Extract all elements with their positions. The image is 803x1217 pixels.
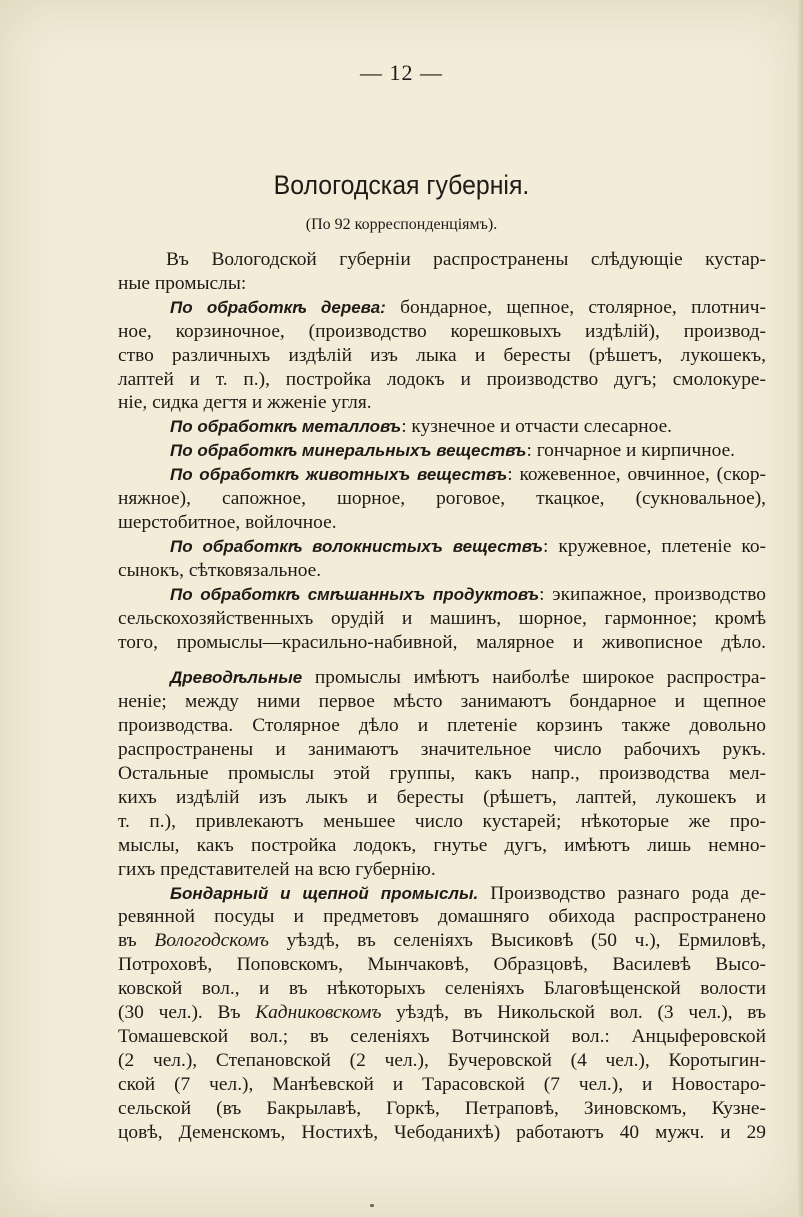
page-edge: [797, 0, 803, 1217]
text-line: (2 чел.), Степановской (2 чел.), Бучеровской (4 чел.), Коротыгин-: [118, 1049, 766, 1071]
ink-speck: [370, 1204, 374, 1207]
text-line: По обработкѣ волокнистыхъ веществъ: кружевное, плетеніе ко-: [170, 535, 766, 557]
text-line: мыслы, какъ постройка лодокъ, гнутье дугъ, имѣютъ лишь немно-: [118, 834, 766, 856]
text-line: того, промыслы—красильно-набивной, малярное и живописное дѣло.: [118, 631, 766, 653]
text-line: (30 чел.). Въ Кадниковскомъ уѣздѣ, въ Никольской вол. (3 чел.), въ: [118, 1002, 766, 1024]
section-heading-metal: По обработкѣ металловъ: [170, 417, 402, 437]
text-line: Потроховѣ, Поповскомъ, Мынчаковѣ, Образцовѣ, Василевѣ Высо-: [118, 954, 766, 976]
text-line: По обработкѣ минеральныхъ веществъ: гончарное и кирпичное.: [170, 440, 736, 462]
text-line: распространены и занимаютъ значительное число рабочихъ рукъ.: [118, 739, 766, 761]
text-line: сельской (въ Бакрылавѣ, Горкѣ, Петраповѣ, Зиновскомъ, Кузне-: [118, 1097, 766, 1119]
section-heading-mineral: По обработкѣ минеральныхъ веществъ: [170, 441, 527, 461]
text-line: сынокъ, сѣтковязальное.: [118, 559, 322, 581]
text-line: ство различныхъ издѣлій изъ лыка и бересты (рѣшетъ, лукошекъ,: [118, 344, 766, 366]
text-line: неніе; между ними первое мѣсто занимаютъ бондарное и щепное: [118, 691, 766, 713]
text-line: ніе, сидка дегтя и жженіе угля.: [118, 392, 372, 414]
text-line: кихъ издѣлій изъ лыкъ и бересты (рѣшетъ, лаптей, лукошекъ и: [118, 786, 766, 808]
text-line: шерстобитное, войлочное.: [118, 511, 337, 533]
text-line: Бондарный и щепной промыслы. Производство разнаго рода де-: [170, 882, 766, 904]
page-title: Вологодская губернія.: [273, 170, 530, 200]
text-line: По обработкѣ металловъ: кузнечное и отчасти слесарное.: [170, 416, 673, 438]
district-name: Вологодскомъ: [154, 930, 269, 952]
text-line: гихъ представителей на всю губернію.: [118, 858, 436, 880]
section-heading-animal: По обработкѣ животныхъ веществъ: [170, 465, 508, 485]
text-line: сельскохозяйственныхъ орудій и машинъ, шорное, гармонное; кромѣ: [118, 607, 766, 629]
section-heading-mixed: По обработкѣ смѣшанныхъ продуктовъ: [170, 584, 540, 604]
text-line: производства. Столярное дѣло и плетеніе корзинъ также довольно: [118, 715, 766, 737]
text-line: Остальные промыслы этой группы, какъ напр., производства мел-: [118, 763, 766, 785]
text-line: По обработкѣ дерева: бондарное, щепное, столярное, плотнич-: [170, 296, 766, 318]
text-line: Древодѣльные промыслы имѣютъ наиболѣе широкое распростра-: [170, 667, 766, 689]
text-line: ревянной посуды и предметовъ домашняго обихода распространено: [118, 906, 766, 928]
section-heading-cooperage: Бондарный и щепной промыслы.: [170, 883, 479, 903]
text-line: По обработкѣ смѣшанныхъ продуктовъ: экипажное, производство: [170, 583, 766, 605]
text-line: Въ Вологодской губерніи распространены слѣдующіе кустар-: [166, 249, 766, 270]
text-line: лаптей и т. п.), постройка лодокъ и производство дугъ; смолокуре-: [118, 368, 766, 390]
text-line: ковской вол., и въ нѣкоторыхъ селеніяхъ Благовѣщенской волости: [118, 978, 766, 1000]
text-line: въ Вологодскомъ уѣздѣ, въ селеніяхъ Высиковѣ (50 ч.), Ермиловѣ,: [118, 930, 766, 952]
text-line: няжное), сапожное, шорное, роговое, ткацкое, (сукновальное),: [118, 488, 766, 510]
text-line: цовѣ, Деменскомъ, Ностихѣ, Чебоданихѣ) работаютъ 40 мужч. и 29: [118, 1121, 766, 1143]
text-line: По обработкѣ животныхъ веществъ: кожевенное, овчинное, (скор-: [170, 464, 766, 486]
page-subtitle: (По 92 корреспонденціямъ).: [305, 216, 498, 233]
text-line: ской (7 чел.), Манѣевской и Тарасовской (7 чел.), и Новостаро-: [118, 1073, 766, 1095]
page-number: — 12 —: [360, 60, 443, 85]
text-line: т. п.), привлекаютъ меньшее число кустарей; нѣкоторые же про-: [118, 810, 766, 832]
section-heading-woodworking: Древодѣльные: [170, 668, 303, 688]
text-line: ное, корзиночное, (производство корешковыхъ издѣлій), производ-: [118, 320, 766, 342]
section-heading-wood: По обработкѣ дерева:: [170, 297, 386, 317]
section-heading-fiber: По обработкѣ волокнистыхъ веществъ: [170, 536, 543, 556]
text-line: Томашевской вол.; въ селеніяхъ Вотчинской вол.: Анцыферовской: [118, 1026, 766, 1047]
district-name: Кадниковскомъ: [255, 1002, 382, 1024]
text-line: ные промыслы:: [118, 272, 247, 294]
body-text: [118, 248, 766, 1145]
